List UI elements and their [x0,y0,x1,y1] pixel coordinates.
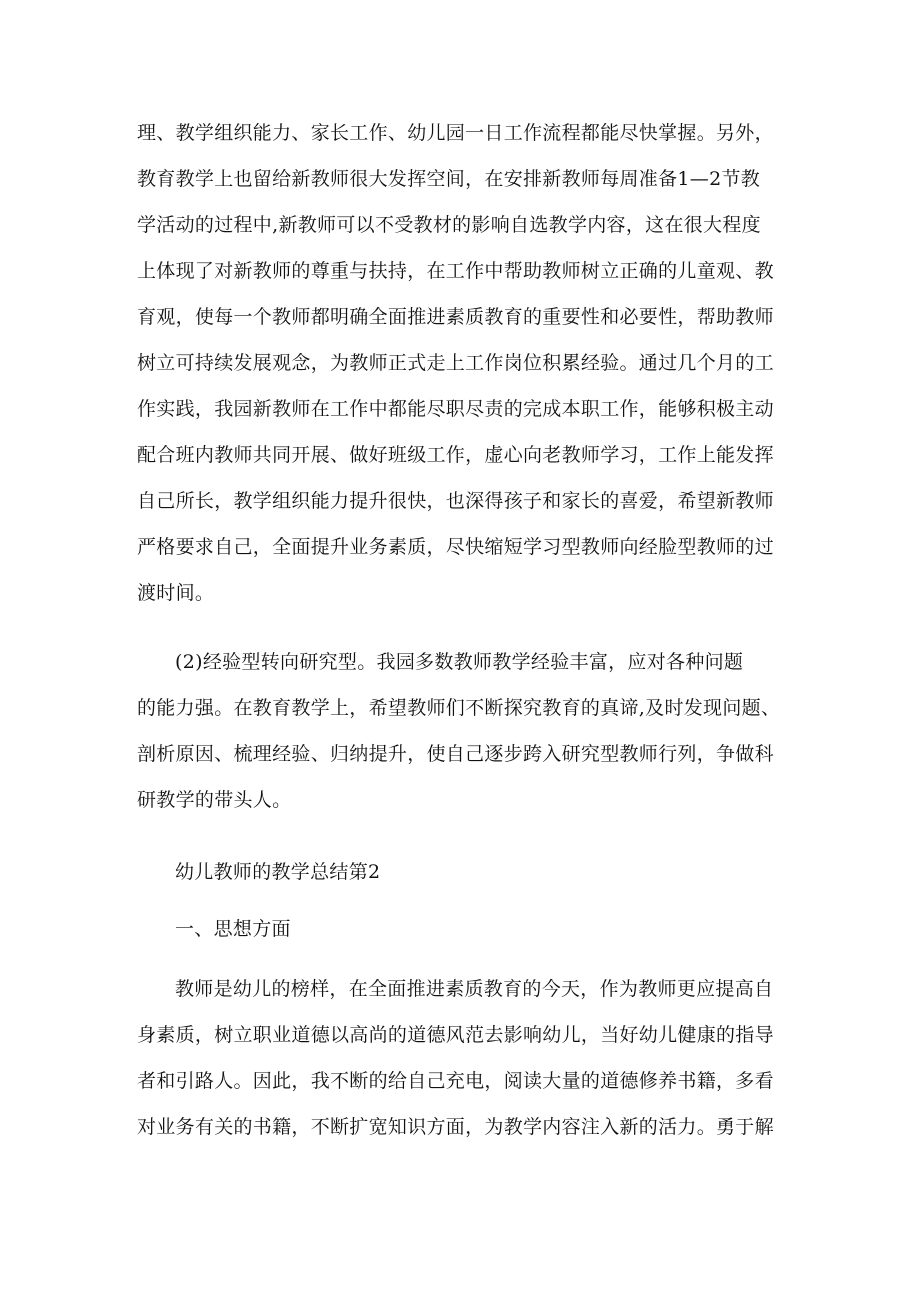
subheading: 一、思想方面 [175,918,291,940]
paragraph-2-line: 剖析原因、梳理经验、归纳提升，使自己逐步跨入研究型教师行列，争做科 [137,743,774,765]
paragraph-1-line: 渡时间。 [137,582,215,604]
paragraph-2-line: (2)经验型转向研究型。我园多数教师教学经验丰富，应对各种问题 [175,651,744,673]
section-title: 幼儿教师的教学总结第2 [175,861,381,883]
paragraph-3-line: 对业务有关的书籍，不断扩宽知识方面，为教学内容注入新的活力。勇于解 [137,1116,774,1138]
paragraph-3-line: 者和引路人。因此，我不断的给自己充电，阅读大量的道德修养书籍，多看 [137,1070,774,1092]
paragraph-2-line: 的能力强。在教育教学上，希望教师们不断探究教育的真谛,及时发现问题、 [137,697,781,719]
paragraph-1-line: 自己所长，教学组织能力提升很快，也深得孩子和家长的喜爱，希望新教师 [137,490,774,512]
paragraph-1-line: 树立可持续发展观念，为教师正式走上工作岗位积累经验。通过几个月的工 [137,352,774,374]
paragraph-2-line: 研教学的带头人。 [137,789,292,811]
paragraph-1-line: 配合班内教师共同开展、做好班级工作，虚心向老教师学习，工作上能发挥 [137,444,774,466]
paragraph-1-line: 严格要求自己，全面提升业务素质，尽快缩短学习型教师向经脸型教师的过 [137,536,774,558]
paragraph-1-line: 理、教学组织能力、家长工作、幼儿园一日工作流程都能尽快掌握。另外， [137,122,774,144]
paragraph-1-line: 育观，使每一个教师都明确全面推进素质教育的重要性和必要性，帮助教师 [137,306,774,328]
paragraph-1-line: 学活动的过程中,新教师可以不受教材的影响自选教学内容，这在很大程度 [137,214,761,236]
paragraph-3-line: 身素质，树立职业道德以高尚的道德风范去影响幼儿，当好幼儿健康的指导 [137,1024,774,1046]
paragraph-1-line: 上体现了对新教师的尊重与扶持，在工作中帮助教师树立正确的儿童观、教 [137,260,774,282]
paragraph-1-line: 作实践，我园新教师在工作中都能尽职尽责的完成本职工作，能够积极主动 [137,398,774,420]
paragraph-1-line: 教育教学上也留给新教师很大发挥空间，在安排新教师每周准备1—2节教 [137,168,761,190]
paragraph-3-line: 教师是幼儿的榜样，在全面推进素质教育的今天，作为教师更应提高自 [175,978,774,1000]
